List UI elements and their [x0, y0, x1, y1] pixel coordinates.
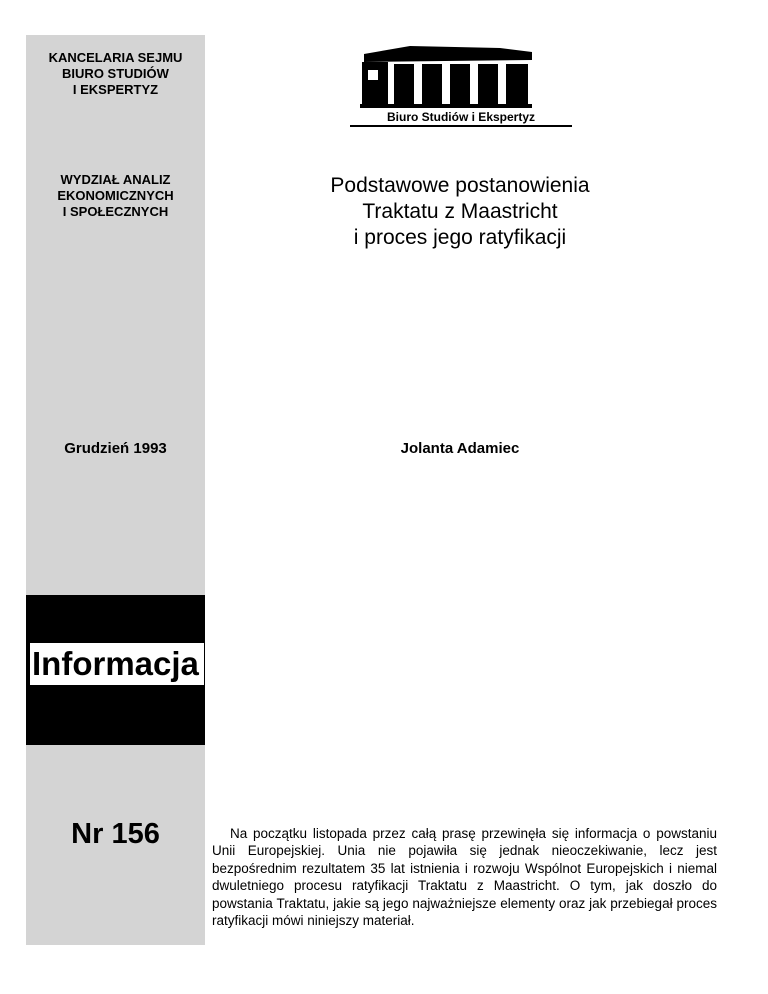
- logo-caption: Biuro Studiów i Ekspertyz: [350, 110, 572, 127]
- author-name: Jolanta Adamiec: [400, 440, 520, 457]
- abstract-paragraph: Na początku listopada przez całą prasę przewinęła się informacja o powstaniu Unii Europejskiej. Unia nie pojawiła się jednak nieoczekiwanie, lecz jest bezpośrednim rezultatem 35 lat istnienia i rozwoju Wspólnot Europejskich i niemal dwuletniego procesu ratyfikacji Traktatu z Maastricht. O tym, jak doszło do powstania Traktatu, jakie są jego najważniejsze elementy oraz jak przebiegał proces ratyfikacji mówi niniejszy materiał.: [212, 826, 717, 929]
- org-name: KANCELARIA SEJMU BIURO STUDIÓW I EKSPERTYZ: [48, 50, 183, 97]
- series-label: Informacja: [30, 643, 204, 685]
- department-name: WYDZIAŁ ANALIZ EKONOMICZNYCH I SPOŁECZNYCH: [57, 172, 174, 219]
- document-title: Podstawowe postanowienia Traktatu z Maastricht i proces jego ratyfikacji: [330, 174, 590, 249]
- issue-number: Nr 156: [71, 818, 160, 850]
- publication-date: Grudzień 1993: [64, 440, 167, 457]
